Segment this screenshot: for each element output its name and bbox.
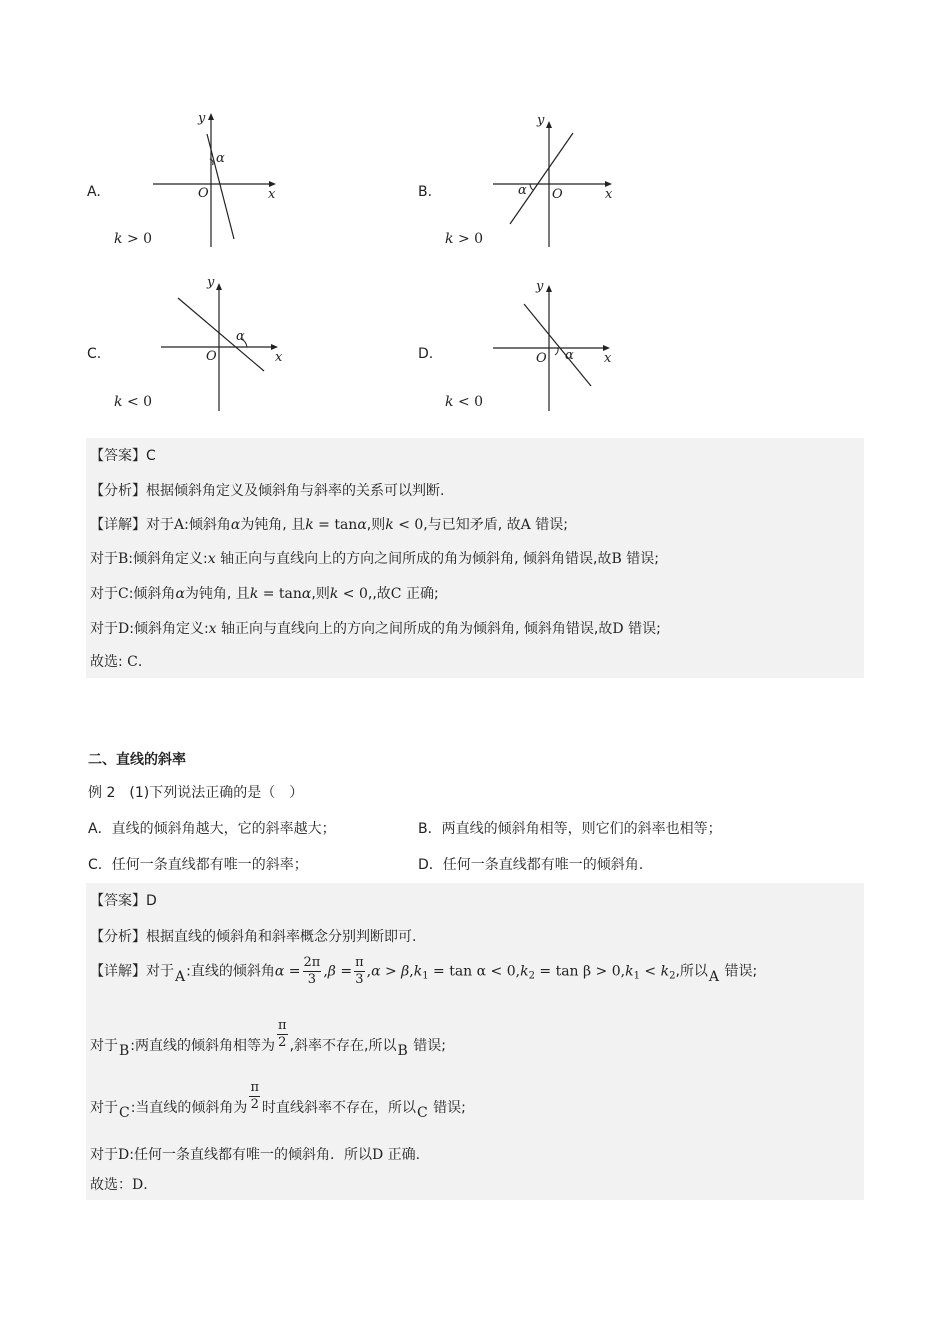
answer-tag-2: 【答案】: [90, 893, 146, 909]
option-d-label: D.: [418, 346, 434, 362]
graph-option-c: [158, 272, 288, 414]
answer-line-2: [90, 890, 157, 910]
graph-d-alpha: α: [565, 348, 574, 363]
detail-tag-2: 【详解】: [90, 963, 146, 980]
analysis-text: 根据倾斜角定义及倾斜角与斜率的关系可以判断.: [146, 483, 445, 499]
detail-line-2d: 对于D:任何一条直线都有唯一的倾斜角．所以D 正确.: [90, 1147, 421, 1163]
graph-c-origin: O: [206, 349, 217, 364]
choice-c: C．任何一条直线都有唯一的斜率；: [88, 857, 308, 873]
option-c-label: C.: [87, 346, 102, 362]
option-a-label: A.: [87, 184, 101, 200]
option-c-k: k < 0: [114, 394, 153, 410]
answer-tag: 【答案】: [90, 448, 146, 464]
graph-d-x: x: [604, 351, 612, 366]
graph-option-a: [150, 108, 280, 250]
detail-line-1a: 【详解】对于A:倾斜角α为钝角, 且k = tanα,则k < 0,与已知矛盾, 故A 错误;: [90, 517, 568, 533]
solution-box-2: [86, 883, 864, 1200]
solution-box-1: [86, 438, 864, 678]
graph-b-x: x: [605, 187, 613, 202]
analysis-tag: 【分析】: [90, 483, 146, 499]
graph-option-d: [490, 272, 620, 414]
detail-line-2b: 对于B:两直线的倾斜角相等为 $\frac{\pi}{2}$ ,斜率不存在,所以B 错误;: [90, 1018, 446, 1059]
detail-line-1d: 对于D:倾斜角定义:x 轴正向与直线向上的方向之间所成的角为倾斜角, 倾斜角错误,故D 错误;: [90, 621, 661, 637]
graph-option-b: [490, 108, 620, 250]
graph-b-y: y: [537, 113, 545, 128]
graph-a-x: x: [268, 187, 276, 202]
graph-c-alpha: α: [236, 329, 245, 344]
detail-line-1b: 对于B:倾斜角定义:x 轴正向与直线向上的方向之间所成的角为倾斜角, 倾斜角错误,故B 错误;: [90, 551, 659, 567]
detail-line-2a: 【详解】对于A:直线的倾斜角α = $\frac{2\pi}{3}$ ,β = $\frac{\pi}{3}$ $,\alpha > \beta,k_1 = \tan \alpha < 0,k_2 = \tan \beta > 0,k_1 < k_2$,所以A 错误;: [90, 955, 758, 987]
section-heading: 二、直线的斜率: [88, 752, 186, 768]
analysis-text-2: 根据直线的倾斜角和斜率概念分别判断即可.: [146, 929, 417, 945]
graph-d-origin: O: [536, 351, 547, 366]
option-a-k: k > 0: [114, 231, 153, 247]
answer-value: C: [146, 448, 156, 464]
analysis-line-1: [90, 480, 444, 500]
graph-a-alpha: α: [216, 151, 225, 166]
detail-line-1c: 对于C:倾斜角α为钝角, 且k = tanα,则k < 0,,故C 正确;: [90, 586, 439, 602]
analysis-line-2: [90, 926, 416, 946]
example-question: 例 2 (1)下列说法正确的是（ ）: [88, 785, 304, 801]
graph-b-origin: O: [552, 187, 563, 202]
graph-a-origin: O: [198, 186, 209, 201]
graph-a-y: y: [198, 111, 206, 126]
choice-a: A．直线的倾斜角越大，它的斜率越大；: [88, 821, 336, 837]
option-b-k: k > 0: [445, 231, 484, 247]
choice-d: D．任何一条直线都有唯一的倾斜角.: [418, 857, 644, 873]
answer-line-1: [90, 445, 156, 465]
detail-tag: 【详解】: [90, 517, 146, 533]
detail-line-2e: 故选：D.: [90, 1177, 148, 1193]
graph-c-y: y: [207, 275, 215, 290]
choice-b: B．两直线的倾斜角相等，则它们的斜率也相等；: [418, 821, 722, 837]
detail-line-1e: 故选: C.: [90, 654, 143, 670]
graph-b-alpha: α: [518, 183, 527, 198]
detail-line-2c: 对于C:当直线的倾斜角为 $\frac{\pi}{2}$ 时直线斜率不存在，所以C 错误;: [90, 1080, 466, 1121]
option-d-k: k < 0: [445, 394, 484, 410]
option-b-label: B.: [418, 184, 433, 200]
graph-c-x: x: [275, 350, 283, 365]
analysis-tag-2: 【分析】: [90, 929, 146, 945]
graph-d-y: y: [536, 279, 544, 294]
answer-value-2: D: [146, 893, 157, 909]
